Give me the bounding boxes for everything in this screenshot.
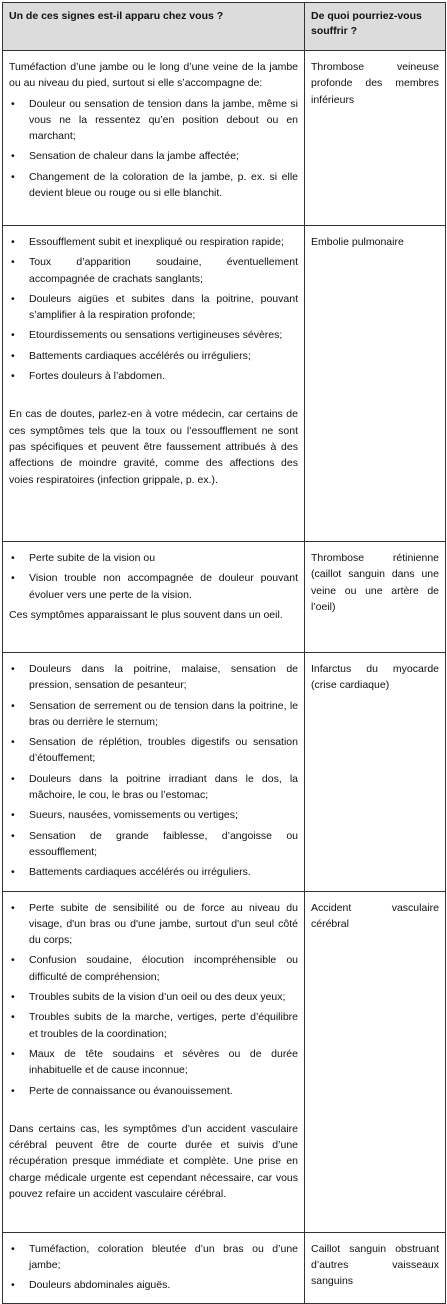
bullet-icon: • bbox=[11, 256, 15, 269]
condition-cell: Accident vasculaire cérébral bbox=[305, 891, 446, 1232]
list-item: • Sensation de chaleur dans la jambe affectée; bbox=[9, 148, 298, 164]
note-text: Ces symptômes apparaissant le plus souvent dans un oeil. bbox=[9, 608, 283, 621]
condition-cell: Infarctus du myocarde (crise cardiaque) bbox=[305, 653, 446, 892]
list-item: • Confusion soudaine, élocution incompréhensible ou difficulté de compréhension; bbox=[11, 954, 298, 983]
list-item: • Tuméfaction, coloration bleutée d’un bras ou d’une jambe; bbox=[11, 1242, 298, 1271]
list-item: • Vision trouble non accompagnée de douleur pouvant évoluer vers une perte de la vision. bbox=[11, 572, 298, 601]
table-row bbox=[3, 891, 446, 1232]
table-row bbox=[3, 542, 446, 653]
bullet-icon: • bbox=[11, 991, 15, 1004]
list-item: • Maux de tête soudains et sévères ou de durée inhabituelle et de cause inconnue; bbox=[11, 1047, 298, 1077]
symptoms-cell bbox=[3, 51, 305, 226]
list-item: • Perte de connaissance ou évanouissement. bbox=[9, 1083, 298, 1099]
table-row bbox=[3, 226, 446, 542]
header-symptoms: Un de ces signes est-il apparu chez vous ? bbox=[3, 3, 305, 51]
condition-cell: Thrombose rétinienne (caillot sanguin dans une veine ou une artère de l’oeil) bbox=[305, 542, 446, 653]
list-item: • Douleurs aigües et subites dans la poitrine, pouvant s’amplifier à la respiration profonde; bbox=[11, 292, 298, 322]
bullet-icon: • bbox=[11, 97, 15, 110]
symptom-list bbox=[9, 550, 298, 603]
bullet-icon: • bbox=[11, 1279, 15, 1292]
bullet-icon: • bbox=[11, 552, 15, 564]
bullet-icon: • bbox=[11, 329, 15, 342]
condition-cell: Caillot sanguin obstruant d’autres vaisseaux sanguins bbox=[305, 1232, 446, 1304]
symptom-list bbox=[9, 661, 298, 881]
list-item: • Toux d’apparition soudaine, éventuellement accompagnée de crachats sanglants; bbox=[11, 256, 298, 285]
symptoms-cell bbox=[3, 653, 305, 892]
bullet-icon: • bbox=[11, 736, 15, 749]
bullet-icon: • bbox=[11, 150, 15, 163]
symptoms-table bbox=[2, 2, 446, 1304]
list-item: • Douleurs dans la poitrine irradiant dans le dos, la mâchoire, le cou, le bras ou l’estomac; bbox=[11, 772, 298, 802]
list-item: • Sensation de réplétion, troubles digestifs ou sensation d’étouffement; bbox=[11, 736, 298, 765]
bullet-icon: • bbox=[11, 1011, 15, 1024]
note-text: En cas de doutes, parlez-en à votre médecin, car certains de ces symptômes tels que la toux ou l’essoufflement ne sont pas spécifiques et peuvent être faussement attribués à des affections de moindre gravité, comme des affections des voies respiratoires (infection grippale, p. ex.). bbox=[9, 408, 298, 486]
symptom-list bbox=[9, 96, 298, 202]
list-item: • Douleurs dans la poitrine, malaise, sensation de pression, sensation de pesanteur; bbox=[11, 663, 298, 692]
list-item: • Battements cardiaques accélérés ou irréguliers. bbox=[9, 864, 298, 880]
bullet-icon: • bbox=[11, 292, 15, 305]
bullet-icon: • bbox=[11, 772, 15, 785]
list-item: • Sueurs, nausées, vomissements ou vertiges; bbox=[9, 807, 298, 823]
list-item: • Sensation de grande faiblesse, d’angoisse ou essoufflement; bbox=[11, 829, 298, 858]
list-item: • Douleur ou sensation de tension dans la jambe, même si vous ne la ressentez qu’en position debout ou en marchant; bbox=[11, 97, 298, 143]
table-header-row bbox=[3, 3, 446, 51]
symptoms-cell bbox=[3, 1232, 305, 1304]
list-item: • Perte subite de la vision ou bbox=[9, 550, 298, 566]
condition-cell: Thrombose veineuse profonde des membres inférieurs bbox=[305, 51, 446, 226]
bullet-icon: • bbox=[11, 572, 15, 585]
bullet-icon: • bbox=[11, 370, 15, 383]
list-item: • Fortes douleurs à l’abdomen. bbox=[9, 368, 298, 384]
list-item: • Sensation de serrement ou de tension dans la poitrine, le bras ou derrière le sternum; bbox=[11, 699, 298, 728]
list-item: • Changement de la coloration de la jambe, p. ex. si elle devient bleue ou rouge ou si elle blanchit. bbox=[11, 170, 298, 200]
bullet-icon: • bbox=[11, 809, 15, 822]
bullet-icon: • bbox=[11, 170, 15, 183]
bullet-icon: • bbox=[11, 1047, 15, 1060]
list-item: • Troubles subits de la marche, vertiges, perte d’équilibre et troubles de la coordination; bbox=[11, 1011, 298, 1040]
bullet-icon: • bbox=[11, 829, 15, 842]
condition-cell: Embolie pulmonaire bbox=[305, 226, 446, 542]
list-item: • Douleurs abdominales aiguës. bbox=[9, 1277, 298, 1293]
symptom-list bbox=[9, 234, 298, 384]
bullet-icon: • bbox=[11, 866, 15, 879]
list-item: • Etourdissements ou sensations vertigineuses sévères; bbox=[9, 327, 298, 343]
symptoms-cell bbox=[3, 226, 305, 542]
bullet-icon: • bbox=[11, 699, 15, 712]
table-row bbox=[3, 653, 446, 892]
symptoms-cell bbox=[3, 542, 305, 653]
bullet-icon: • bbox=[11, 954, 15, 967]
symptom-list bbox=[9, 900, 298, 1099]
symptom-list bbox=[9, 1241, 298, 1294]
bullet-icon: • bbox=[11, 1084, 15, 1097]
bullet-icon: • bbox=[11, 663, 15, 675]
bullet-icon: • bbox=[11, 1242, 15, 1255]
note-text: Dans certains cas, les symptômes d’un accident vasculaire cérébral peuvent être de courte durée et suivis d’une récupération presque immédiate et complète. Une prise en charge médicale urgente est cependant nécessaire, car vous pouvez refaire un accident vasculaire cérébral. bbox=[9, 1122, 298, 1201]
bullet-icon: • bbox=[11, 236, 15, 248]
intro-text: Tuméfaction d’une jambe ou le long d’une veine de la jambe ou au niveau du pied, surtout si elle s’accompagne de: bbox=[9, 61, 298, 90]
header-condition: De quoi pourriez-vous souffrir ? bbox=[305, 3, 446, 51]
table-row bbox=[3, 1232, 446, 1304]
list-item: • Perte subite de sensibilité ou de force au niveau du visage, d'un bras ou d'une jambe, surtout d'un seul côté du corps; bbox=[11, 901, 298, 947]
list-item: • Battements cardiaques accélérés ou irréguliers; bbox=[9, 348, 298, 364]
bullet-icon: • bbox=[11, 349, 15, 362]
symptoms-cell bbox=[3, 891, 305, 1232]
bullet-icon: • bbox=[11, 901, 15, 914]
list-item: • Essoufflement subit et inexpliqué ou respiration rapide; bbox=[9, 234, 298, 250]
table-row bbox=[3, 51, 446, 226]
list-item: • Troubles subits de la vision d’un oeil ou des deux yeux; bbox=[9, 989, 298, 1005]
